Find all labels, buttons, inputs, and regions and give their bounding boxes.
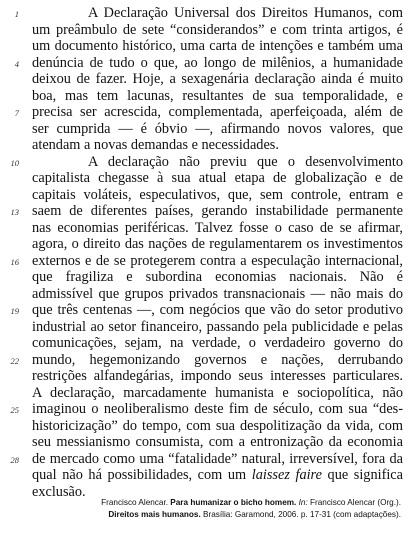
text-line	[0, 220, 411, 237]
line-text: A declaração não previu que o desenvolvimento	[88, 153, 403, 170]
text-line	[0, 71, 411, 88]
source-citation	[101, 497, 401, 521]
text-line	[0, 385, 411, 402]
text-line	[0, 319, 411, 336]
citation-publication: Brasília: Garamond, 2006. p. 17-31 (com adaptações).	[203, 510, 401, 519]
line-text: industrial ao setor financeiro, passando pela publicidade e pelas	[32, 318, 403, 335]
line-text: historicização” do tempo, com sua despolitização da vida, com	[32, 417, 403, 434]
text-line	[0, 104, 411, 121]
line-text: boa, mas tem lacunas, resultantes de sua temporalidade, e	[32, 87, 403, 104]
line-text: que três centenas —, com negócios que vão do setor produtivo	[32, 302, 403, 318]
citation-editor: Francisco Alencar (Org.).	[310, 498, 401, 507]
text-line	[0, 451, 411, 468]
text-line	[0, 121, 411, 138]
line-text: denúncia de tudo o que, ao longo de milênios, a humanidade	[32, 54, 403, 71]
citation-line-2	[101, 509, 401, 521]
line-text: agora, o direito das nações de regulamentarem os investimentos	[32, 236, 403, 252]
line-text: A Declaração Universal dos Direitos Humanos, com	[88, 5, 403, 21]
text-line	[0, 187, 411, 204]
line-text: qual não há possibilidades, com um laissez faire que significa	[32, 467, 403, 483]
line-number: 25	[10, 405, 19, 415]
line-number: 7	[14, 108, 19, 118]
line-text: ser cumprida — é óbvio —, afirmando novos valores, que	[32, 120, 403, 137]
text-line	[0, 22, 411, 39]
line-text: que fragiliza e subordina economias nacionais. Não é	[32, 269, 403, 285]
line-text: seu messianismo consumista, com a entronização da economia	[32, 434, 403, 450]
text-line	[0, 335, 411, 352]
line-text: restrições alfandegárias, impondo seus interesses particulares.	[32, 368, 403, 384]
text-line	[0, 236, 411, 253]
text-line	[0, 418, 411, 435]
line-number: 28	[10, 454, 19, 465]
text-line	[0, 137, 411, 154]
line-text: atendam a novas demandas e necessidades.	[32, 137, 279, 153]
line-number: 10	[10, 157, 19, 168]
line-text: capitais voláteis, especulativos, que, sem controle, entram e	[32, 186, 403, 203]
text-line	[0, 286, 411, 303]
text-line	[0, 55, 411, 72]
line-number: 4	[14, 58, 19, 69]
citation-author: Francisco Alencar.	[101, 498, 169, 507]
text-line	[0, 434, 411, 451]
text-line	[0, 154, 411, 171]
line-number: 22	[10, 355, 19, 366]
line-number: 1	[14, 9, 19, 19]
citation-book-title: Direitos mais humanos.	[108, 510, 201, 519]
line-text: um preâmbulo de sete “considerandos” e com trinta artigos, é	[32, 21, 403, 38]
line-text: capitalista chegasse à sua atual etapa de globalização e de	[32, 170, 403, 186]
line-text: mundo, hegemonizando governos e nações, derrubando	[32, 351, 403, 368]
line-text: admissível que grupos privados transnacionais — não mais do	[32, 285, 403, 302]
citation-article-title: Para humanizar o bicho homem.	[170, 498, 297, 507]
text-line	[0, 352, 411, 369]
line-text: precisa ser acrescida, complementada, aperfeiçoada, além de	[32, 104, 403, 120]
text-line	[0, 38, 411, 55]
text-line	[0, 401, 411, 418]
line-text: nas economias periféricas. Talvez fosse o caso de se afirmar,	[32, 219, 403, 236]
line-text: imaginou o neoliberalismo deste fim de século, com sua “des-	[32, 401, 403, 417]
text-line	[0, 88, 411, 105]
line-text: externos e de se protegerem contra a especulação internacional,	[32, 252, 403, 269]
line-text: de mercado como uma “fatalidade” natural, irreversível, fora da	[32, 450, 403, 467]
text-line	[0, 170, 411, 187]
text-line	[0, 368, 411, 385]
main-text	[0, 5, 411, 500]
text-line	[0, 269, 411, 286]
line-text: A declaração, marcadamente humanista e sociopolítica, não	[32, 384, 403, 401]
text-line	[0, 253, 411, 270]
line-text: comunicações, sejam, na verdade, o verdadeiro governo do	[32, 335, 403, 351]
line-text: saem de diferentes países, gerando instabilidade permanente	[32, 203, 403, 219]
citation-line-1	[101, 497, 401, 509]
line-number: 16	[10, 256, 19, 267]
line-text: um documento histórico, uma carta de intenções e também uma	[32, 38, 403, 54]
line-number: 19	[10, 306, 19, 316]
text-line	[0, 302, 411, 319]
text-line	[0, 203, 411, 220]
citation-in-label: In:	[298, 498, 308, 507]
text-line	[0, 467, 411, 484]
line-text: exclusão.	[32, 483, 86, 500]
line-number: 13	[10, 207, 19, 217]
text-line	[0, 5, 411, 22]
line-text: deixou de fazer. Hoje, a sexagenária declaração ainda é muito	[32, 71, 403, 87]
